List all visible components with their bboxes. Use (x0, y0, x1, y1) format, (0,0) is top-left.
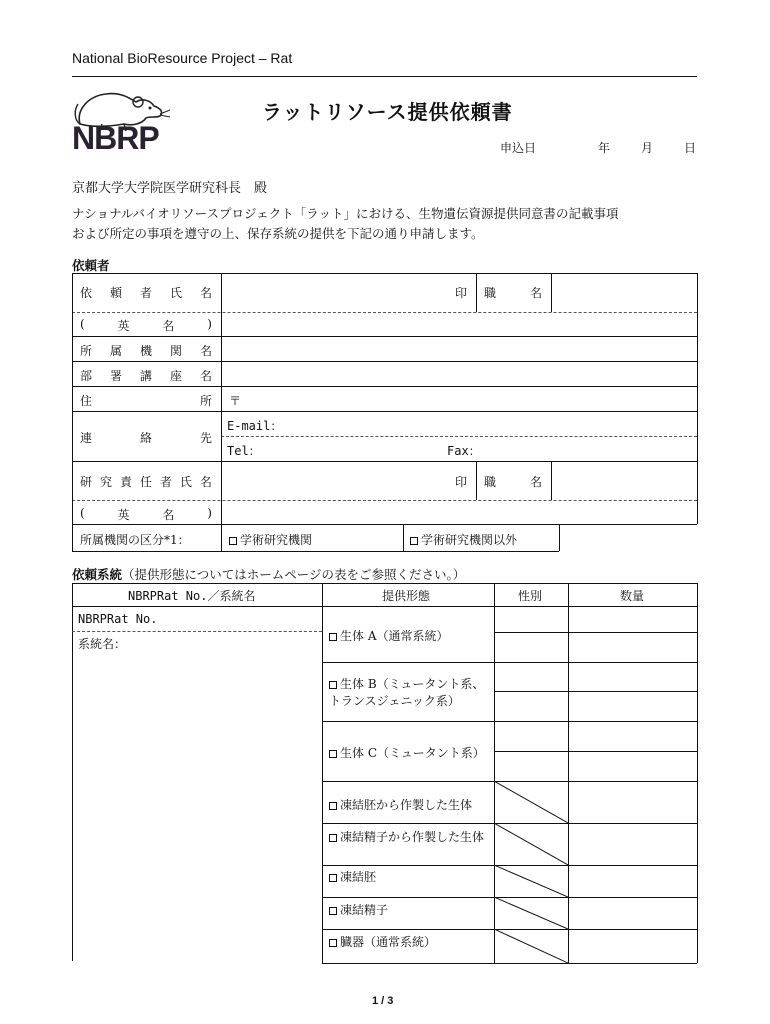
requester-heading: 依頼者 (72, 258, 110, 273)
logo-text: NBRP (72, 120, 159, 156)
checkbox-icon[interactable] (229, 537, 237, 545)
req-line-pi-eng (72, 524, 697, 525)
page-number: 1 / 3 (372, 995, 394, 1007)
checkbox-icon[interactable] (410, 537, 418, 545)
req-line-bottom (72, 551, 559, 552)
req-line-aff (72, 361, 697, 362)
addressee: 京都大学大学院医学研究科長 殿 (72, 181, 268, 196)
form-sep-1 (322, 662, 494, 663)
form-title: ラットリソース提供依頼書 (262, 100, 513, 124)
checkbox-icon[interactable] (329, 874, 337, 882)
pi-name-input[interactable] (223, 463, 448, 499)
pi-english-name-label: ( 英 名 ) (80, 506, 212, 522)
name-input[interactable] (223, 275, 448, 311)
category-option-non-academic[interactable]: 学術研究機関以外 (410, 531, 517, 548)
col-strain-no-name: NBRPRat No.／系統名 (128, 589, 256, 603)
pi-english-name-input[interactable] (223, 502, 695, 523)
req-line-dept (72, 386, 697, 387)
req-line-eng (72, 336, 697, 337)
form-sep-8 (322, 963, 697, 964)
sq-line-1 (494, 632, 697, 633)
tel-input[interactable] (265, 438, 440, 460)
sq-line-4 (494, 721, 697, 722)
pi-name-label: 研 究 責 任 者 氏 名 (80, 475, 212, 489)
sex-na-slashes (494, 781, 568, 963)
col-form: 提供形態 (382, 589, 431, 603)
position-input[interactable] (553, 275, 695, 311)
strain-line-header (72, 606, 697, 607)
req-vline-cat1 (221, 524, 222, 551)
department-label: 部 署 講 座 名 (80, 369, 212, 383)
name-label: 依 頼 者 氏 名 (80, 286, 212, 300)
req-vline-cat2 (403, 524, 404, 551)
strain-vline-c3 (568, 583, 569, 963)
nbrp-logo (72, 84, 172, 164)
req-vline-left (72, 273, 73, 551)
strain-vline-right (697, 583, 698, 963)
sq-line-5 (494, 751, 697, 752)
form-sep-6 (322, 897, 494, 898)
header-rule (72, 76, 697, 77)
strain-no-input[interactable] (170, 608, 320, 630)
pi-position-input[interactable] (553, 463, 695, 499)
req-vline-pos1b (551, 273, 552, 312)
req-line-name-dash (72, 312, 697, 313)
address-label: 住 所 (80, 394, 212, 408)
req-vline-cat3 (559, 524, 560, 551)
postal-mark: 〒 (229, 394, 242, 408)
tel-label: Tel： (227, 444, 261, 458)
req-line-addr (72, 411, 697, 412)
strain-line-top (72, 583, 697, 584)
fax-input[interactable] (485, 438, 695, 460)
affiliation-label: 所 属 機 関 名 (80, 344, 212, 358)
req-vline-pos1 (476, 273, 477, 312)
checkbox-icon[interactable] (329, 802, 337, 810)
pi-seal: 印 (455, 475, 468, 489)
checkbox-icon[interactable] (329, 681, 337, 689)
email-input[interactable] (290, 413, 695, 435)
form-sep-7 (322, 929, 494, 930)
req-vline-pos2 (476, 461, 477, 500)
date-month: 月 (641, 141, 654, 155)
affiliation-input[interactable] (223, 338, 695, 360)
contact-label: 連 絡 先 (80, 431, 212, 445)
req-line-contact-dash (221, 436, 697, 437)
form-option-from-frozen-embryo[interactable]: 凍結胚から作製した生体 (329, 796, 472, 813)
email-label: E-mail： (227, 419, 283, 433)
req-line-pi-dash (72, 500, 697, 501)
req-line-contact (72, 461, 697, 462)
col-quantity: 数量 (620, 589, 645, 603)
form-option-live-c[interactable]: 生体 C（ミュータント系） (329, 744, 485, 761)
form-sep-5 (322, 865, 494, 866)
req-vline-pos2b (551, 461, 552, 500)
req-line-top (72, 273, 697, 274)
form-option-live-a[interactable]: 生体 A（通常系統） (329, 627, 448, 644)
pi-position-label: 職 名 (484, 475, 542, 489)
fax-label: Fax： (447, 444, 481, 458)
nbrprat-no-label: NBRPRat No. (78, 612, 158, 626)
checkbox-icon[interactable] (329, 939, 337, 947)
form-sep-2 (322, 721, 494, 722)
strain-vline-c1 (322, 583, 323, 963)
strain-heading: 依頼系統（提供形態についてはホームページの表をご参照ください。） (72, 567, 466, 582)
form-option-frozen-sperm[interactable]: 凍結精子 (329, 901, 388, 918)
date-day: 日 (684, 141, 697, 155)
col-sex: 性別 (518, 589, 543, 603)
strain-no-dash (72, 631, 322, 632)
position-label: 職 名 (484, 286, 542, 300)
form-option-organ[interactable]: 臓器（通常系統） (329, 933, 436, 950)
strain-name-input[interactable] (140, 633, 320, 959)
form-option-live-b[interactable]: 生体 B（ミュータント系、トランスジェニック系） (329, 677, 485, 708)
name-seal: 印 (455, 286, 468, 300)
date-year: 年 (598, 141, 611, 155)
form-sep-4 (322, 823, 494, 824)
category-label: 所属機関の区分*1： (80, 533, 190, 547)
category-option-academic[interactable]: 学術研究機関 (229, 531, 312, 548)
strain-name-label: 系統名： (78, 637, 127, 651)
checkbox-icon[interactable] (329, 633, 337, 641)
intro-line-1: ナショナルバイオリソースプロジェクト「ラット」における、生物遺伝資源提供同意書の記載事項 (72, 206, 619, 221)
address-input[interactable] (245, 388, 695, 410)
sq-line-3 (494, 691, 697, 692)
checkbox-icon[interactable] (329, 907, 337, 915)
form-sep-3 (322, 781, 494, 782)
project-header: National BioResource Project – Rat (72, 50, 293, 66)
checkbox-icon[interactable] (329, 834, 337, 842)
intro-line-2: および所定の事項を遵守の上、保存系統の提供を下記の通り申請します。 (72, 226, 484, 241)
req-vline-label (221, 273, 222, 524)
english-name-label: ( 英 名 ) (80, 317, 212, 333)
english-name-input[interactable] (223, 314, 695, 335)
form-option-frozen-embryo[interactable]: 凍結胚 (329, 868, 376, 885)
department-input[interactable] (223, 363, 695, 385)
sq-line-2 (494, 662, 697, 663)
date-label: 申込日 (500, 141, 537, 155)
strain-vline-left (72, 583, 73, 961)
form-option-from-frozen-sperm[interactable]: 凍結精子から作製した生体 (329, 829, 491, 846)
req-vline-right (697, 273, 698, 524)
checkbox-icon[interactable] (329, 750, 337, 758)
